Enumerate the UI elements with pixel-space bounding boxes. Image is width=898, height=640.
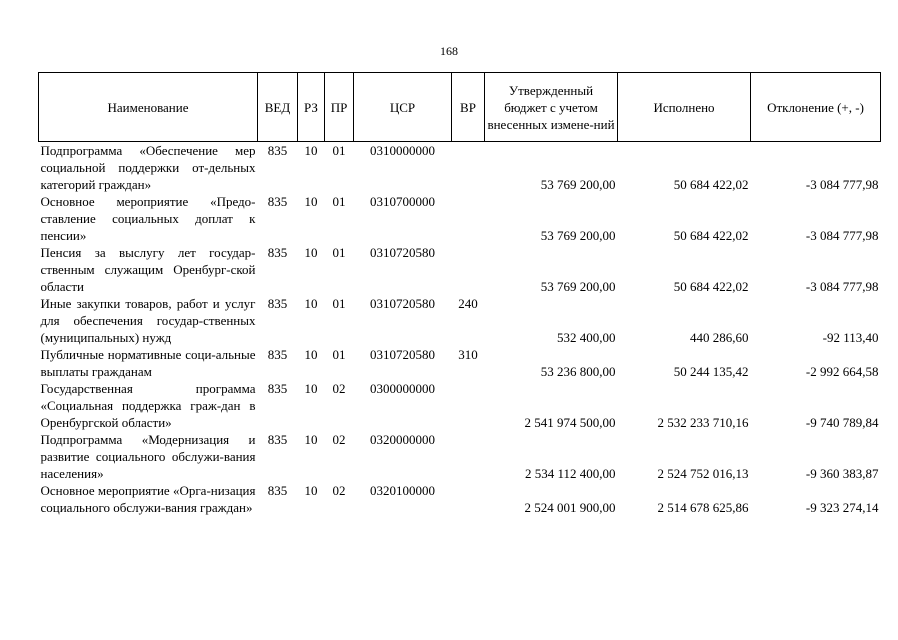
table-row — [39, 346, 881, 380]
table-row — [39, 244, 881, 295]
cell-name: Подпрограмма «Обеспечение мер социальной поддержки от-дельных категорий граждан» — [40, 143, 256, 192]
cell-name: Публичные нормативные соци-альные выплаты гражданам — [40, 347, 256, 379]
cell-rz: 10 — [304, 432, 318, 447]
cell-name: Основное мероприятие «Предо-ставление социальных доплат к пенсии» — [40, 194, 256, 243]
cell-executed: 50 684 422,02 — [673, 279, 749, 294]
cell-pr: 01 — [332, 296, 346, 311]
col-header-executed: Исполнено — [618, 73, 751, 142]
cell-rz: 10 — [304, 483, 318, 498]
table-row — [39, 380, 881, 431]
cell-name: Подпрограмма «Модернизация и развитие социального обслужи-вания населения» — [40, 432, 256, 481]
page-number: 168 — [440, 44, 458, 58]
cell-pr: 02 — [332, 432, 346, 447]
cell-csr: 0310720580 — [370, 296, 435, 311]
cell-vr — [452, 244, 485, 295]
cell-name: Иные закупки товаров, работ и услуг для обеспечения государ-ственных (муниципальных) нужд — [40, 296, 256, 345]
cell-name: Основное мероприятие «Орга-низация социального обслужи-вания граждан» — [40, 483, 256, 515]
cell-vr — [452, 380, 485, 431]
cell-ved: 835 — [267, 194, 288, 209]
cell-pr: 01 — [332, 194, 346, 209]
cell-executed: 50 244 135,42 — [673, 364, 749, 379]
cell-approved: 53 769 200,00 — [540, 177, 616, 192]
cell-deviation: -3 084 777,98 — [805, 228, 879, 243]
cell-rz: 10 — [304, 296, 318, 311]
cell-pr: 02 — [332, 483, 346, 498]
cell-vr — [452, 193, 485, 244]
table-row — [39, 431, 881, 482]
col-header-approved: Утвержденный бюджет с учетом внесенных измене-ний — [485, 73, 618, 142]
cell-pr: 01 — [332, 143, 346, 158]
col-header-vr: ВР — [452, 73, 485, 142]
cell-vr: 240 — [458, 296, 478, 311]
table-row — [39, 142, 881, 194]
cell-approved: 53 769 200,00 — [540, 228, 616, 243]
cell-rz: 10 — [304, 245, 318, 260]
cell-approved: 532 400,00 — [557, 330, 616, 345]
cell-vr — [452, 431, 485, 482]
col-header-csr: ЦСР — [354, 73, 452, 142]
cell-deviation: -3 084 777,98 — [805, 177, 879, 192]
table-row — [39, 482, 881, 516]
cell-csr: 0320000000 — [370, 432, 435, 447]
budget-table — [38, 72, 881, 516]
cell-executed: 50 684 422,02 — [673, 177, 749, 192]
cell-rz: 10 — [304, 194, 318, 209]
cell-ved: 835 — [267, 432, 288, 447]
cell-deviation: -3 084 777,98 — [805, 279, 879, 294]
col-header-rz: РЗ — [298, 73, 325, 142]
cell-vr — [452, 482, 485, 516]
cell-ved: 835 — [267, 483, 288, 498]
cell-pr: 01 — [332, 245, 346, 260]
cell-name: Пенсия за выслугу лет государ-ственным служащим Оренбург-ской области — [40, 245, 256, 294]
cell-rz: 10 — [304, 347, 318, 362]
cell-vr: 310 — [458, 347, 478, 362]
cell-executed: 2 514 678 625,86 — [657, 500, 749, 515]
cell-rz: 10 — [304, 381, 318, 396]
cell-deviation: -2 992 664,58 — [805, 364, 879, 379]
cell-name: Государственная программа «Социальная поддержка граж-дан в Оренбургской области» — [40, 381, 256, 430]
cell-executed: 50 684 422,02 — [673, 228, 749, 243]
cell-csr: 0310720580 — [370, 347, 435, 362]
cell-deviation: -9 360 383,87 — [805, 466, 879, 481]
cell-ved: 835 — [267, 143, 288, 158]
cell-pr: 02 — [332, 381, 346, 396]
cell-ved: 835 — [267, 296, 288, 311]
col-header-ved: ВЕД — [258, 73, 298, 142]
col-header-pr: ПР — [325, 73, 354, 142]
cell-deviation: -9 740 789,84 — [805, 415, 879, 430]
table-header-row — [39, 73, 881, 142]
col-header-deviation: Отклонение (+, -) — [751, 73, 881, 142]
cell-deviation: -92 113,40 — [822, 330, 879, 345]
col-header-name: Наименование — [39, 73, 258, 142]
cell-approved: 53 769 200,00 — [540, 279, 616, 294]
cell-ved: 835 — [267, 245, 288, 260]
cell-approved: 2 534 112 400,00 — [524, 466, 616, 481]
cell-approved: 53 236 800,00 — [540, 364, 616, 379]
cell-approved: 2 524 001 900,00 — [524, 500, 616, 515]
cell-approved: 2 541 974 500,00 — [524, 415, 616, 430]
cell-csr: 0310700000 — [370, 194, 435, 209]
cell-deviation: -9 323 274,14 — [805, 500, 879, 515]
cell-ved: 835 — [267, 381, 288, 396]
cell-pr: 01 — [332, 347, 346, 362]
cell-executed: 440 286,60 — [690, 330, 749, 345]
cell-csr: 0310000000 — [370, 143, 435, 158]
cell-csr: 0300000000 — [370, 381, 435, 396]
cell-ved: 835 — [267, 347, 288, 362]
table-row — [39, 295, 881, 346]
table-row — [39, 193, 881, 244]
cell-csr: 0320100000 — [370, 483, 435, 498]
cell-executed: 2 524 752 016,13 — [657, 466, 749, 481]
cell-csr: 0310720580 — [370, 245, 435, 260]
cell-rz: 10 — [304, 143, 318, 158]
cell-vr — [452, 142, 485, 194]
cell-executed: 2 532 233 710,16 — [657, 415, 749, 430]
